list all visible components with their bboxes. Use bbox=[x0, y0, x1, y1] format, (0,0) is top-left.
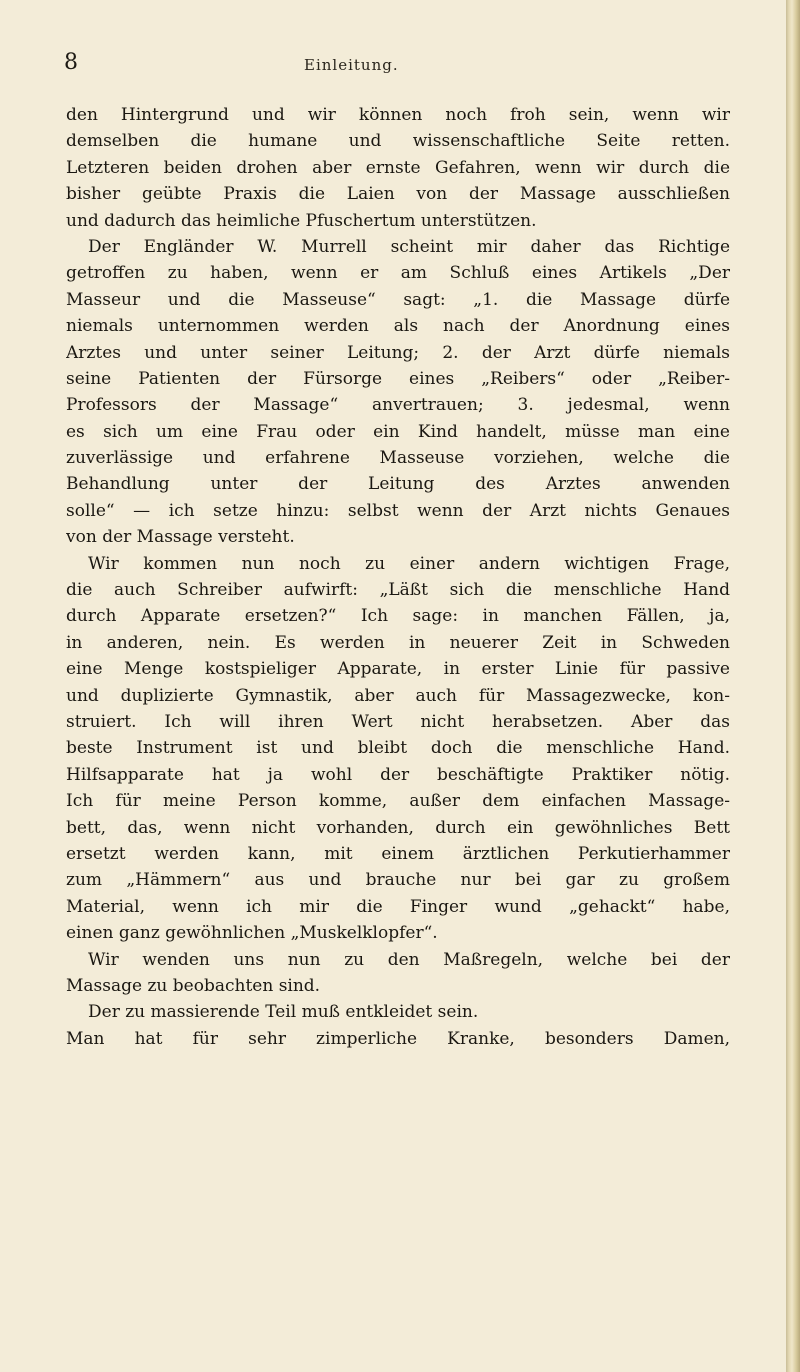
text-line: in anderen, nein. Es werden in neuerer Zeit in Schweden bbox=[66, 632, 730, 653]
text-line: zuverlässige und erfahrene Masseuse vorziehen, welche die bbox=[66, 448, 730, 469]
text-line: solle“ — ich setze hinzu: selbst wenn der Arzt nichts Genaues bbox=[66, 500, 730, 521]
text-line: Ich für meine Person komme, außer dem einfachen Massage- bbox=[66, 791, 730, 812]
text-line: struiert. Ich will ihren Wert nicht herabsetzen. Aber das bbox=[66, 711, 730, 732]
text-line: von der Massage versteht. bbox=[66, 527, 295, 548]
text-line: getroffen zu haben, wenn er am Schluß eines Artikels „Der bbox=[66, 263, 730, 284]
text-line: niemals unternommen werden als nach der Anordnung eines bbox=[66, 316, 730, 337]
text-line: Arztes und unter seiner Leitung; 2. der Arzt dürfe niemals bbox=[66, 342, 730, 363]
text-line: Der Engländer W. Murrell scheint mir daher das Richtige bbox=[88, 236, 730, 257]
page-header bbox=[64, 50, 724, 80]
text-line: seine Patienten der Fürsorge eines „Reibers“ oder „Reiber- bbox=[66, 368, 730, 389]
text-line: Massage zu beobachten sind. bbox=[66, 975, 321, 996]
text-line: es sich um eine Frau oder ein Kind handelt, müsse man eine bbox=[66, 421, 730, 442]
text-line: durch Apparate ersetzen?“ Ich sage: in manchen Fällen, ja, bbox=[66, 606, 730, 627]
text-line: zum „Hämmern“ aus und brauche nur bei gar zu großem bbox=[66, 870, 730, 891]
running-head: Einleitung. bbox=[304, 56, 399, 74]
text-line: Der zu massierende Teil muß entkleidet sein. bbox=[88, 1002, 479, 1023]
text-line: einen ganz gewöhnlichen „Muskelklopfer“. bbox=[66, 923, 438, 944]
text-line: ersetzt werden kann, mit einem ärztlichen Perkutierhammer bbox=[66, 843, 730, 864]
text-line: Letzteren beiden drohen aber ernste Gefahren, wenn wir durch die bbox=[66, 157, 730, 178]
text-line: Wir kommen nun noch zu einer andern wichtigen Frage, bbox=[88, 553, 730, 574]
text-line: den Hintergrund und wir können noch froh sein, wenn wir bbox=[66, 105, 730, 125]
page-number: 8 bbox=[64, 50, 78, 75]
text-line: bett, das, wenn nicht vorhanden, durch ein gewöhnliches Bett bbox=[66, 817, 730, 838]
page-edge bbox=[786, 0, 800, 1372]
text-line: und duplizierte Gymnastik, aber auch für Massagezwecke, kon- bbox=[66, 685, 730, 706]
body-text bbox=[66, 102, 730, 1052]
text-line: Man hat für sehr zimperliche Kranke, besonders Damen, bbox=[66, 1028, 730, 1049]
text-line: Masseur und die Masseuse“ sagt: „1. die Massage dürfe bbox=[66, 289, 730, 310]
text-line: Behandlung unter der Leitung des Arztes anwenden bbox=[66, 474, 730, 495]
text-line: die auch Schreiber aufwirft: „Läßt sich die menschliche Hand bbox=[66, 580, 730, 601]
text-line: eine Menge kostspieliger Apparate, in erster Linie für passive bbox=[66, 659, 730, 680]
text-line: Hilfsapparate hat ja wohl der beschäftigte Praktiker nötig. bbox=[66, 764, 730, 785]
text-line: Professors der Massage“ anvertrauen; 3. jedesmal, wenn bbox=[66, 395, 730, 416]
text-line: bisher geübte Praxis die Laien von der Massage ausschließen bbox=[66, 184, 730, 205]
text-line: und dadurch das heimliche Pfuschertum unterstützen. bbox=[66, 210, 537, 231]
text-line: demselben die humane und wissenschaftliche Seite retten. bbox=[66, 131, 730, 152]
text-line: Material, wenn ich mir die Finger wund „gehackt“ habe, bbox=[66, 896, 730, 917]
text-line: beste Instrument ist und bleibt doch die menschliche Hand. bbox=[66, 738, 730, 759]
text-line: Wir wenden uns nun zu den Maßregeln, welche bei der bbox=[88, 949, 730, 970]
